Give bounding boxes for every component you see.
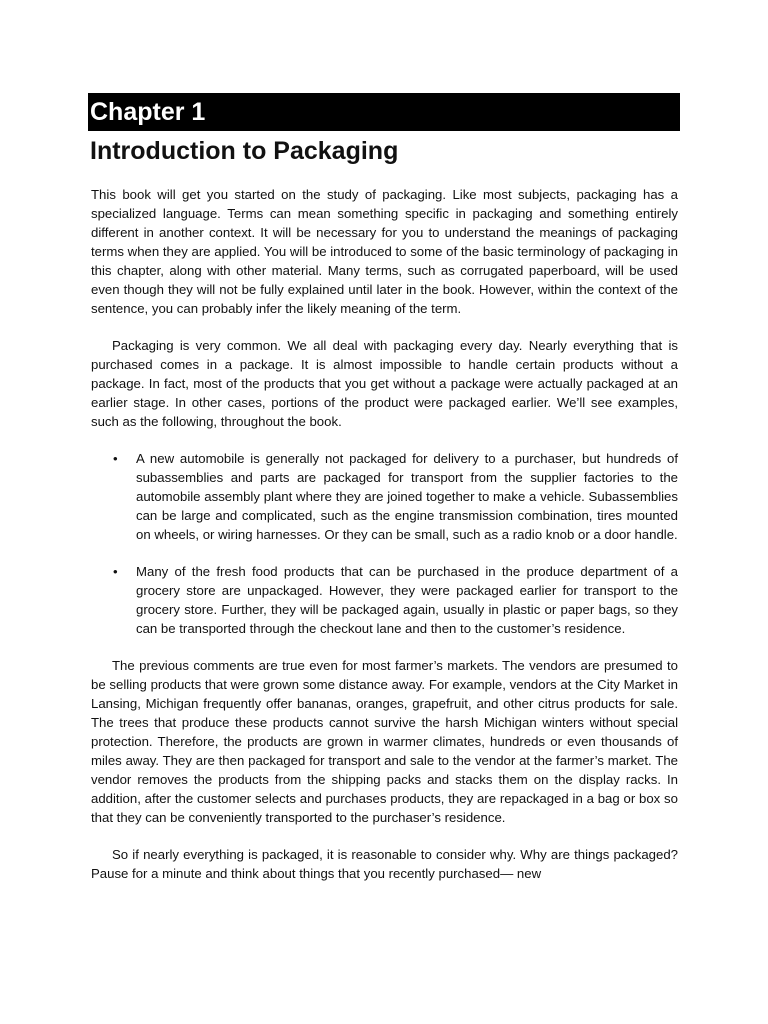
packaging-common-paragraph: Packaging is very common. We all deal with packaging every day. Nearly everything that is purchased comes in a package. It is almost impossible to handle certain products without a package. In fact, most of the products that you get without a package were actually packaged at an earlier stage. In other cases, portions of the product were packaged earlier. We’ll see examples, such as the following, throughout the book. — [91, 338, 678, 429]
intro-paragraph: This book will get you started on the study of packaging. Like most subjects, packaging has a specialized language. Terms can mean something specific in packaging and something entirely different in another context. It will be necessary for you to understand the meanings of packaging terms when they are applied. You will be introduced to some of the basic terminology of packaging in this chapter, along with other material. Many terms, such as corrugated paperboard, will be used even though they will not be fully explained until later in the book. However, within the context of the sentence, you can probably infer the likely meaning of the term. — [91, 187, 678, 316]
why-packaged-paragraph: So if nearly everything is packaged, it is reasonable to consider why. Why are things packaged? Pause for a minute and think about things that you recently purchased— new — [91, 847, 678, 881]
chapter-title: Introduction to Packaging — [90, 137, 399, 165]
list-item-automobile — [91, 449, 678, 544]
body-text — [91, 185, 678, 901]
bullet-icon: • — [113, 451, 118, 466]
examples-list — [91, 449, 678, 638]
chapter-label: Chapter 1 — [90, 98, 206, 126]
list-item-text: A new automobile is generally not packaged for delivery to a purchaser, but hundreds of subassemblies and parts are packaged for transport from the supplier factories to the automobile assembly plant where they are joined together to make a vehicle. Subassemblies can be large and complicated, such as the engine transmission combination, tires mounted on wheels, or wiring harnesses. Or they can be small, such as a radio knob or a door handle. — [136, 451, 678, 542]
list-item-fresh-food — [91, 562, 678, 638]
bullet-icon: • — [113, 564, 118, 579]
list-item-text: Many of the fresh food products that can be purchased in the produce department of a grocery store are unpackaged. However, they were packaged earlier for transport to the grocery store. Further, they will be packaged again, usually in plastic or paper bags, so they can be transported through the checkout lane and then to the customer’s residence. — [136, 564, 678, 636]
chapter-banner — [88, 93, 680, 131]
farmers-market-paragraph: The previous comments are true even for most farmer’s markets. The vendors are presumed to be selling products that were grown some distance away. For example, vendors at the City Market in Lansing, Michigan frequently offer bananas, oranges, grapefruit, and other citrus products for sale. The trees that produce these products cannot survive the harsh Michigan winters without special protection. Therefore, the products are grown in warmer climates, hundreds or even thousands of miles away. They are then packaged for transport and sale to the vendor at the farmer’s market. The vendor removes the products from the shipping packs and stacks them on the display racks. In addition, after the customer selects and purchases products, they are repackaged in a bag or box so that they can be conveniently transported to the purchaser’s residence. — [91, 658, 678, 825]
